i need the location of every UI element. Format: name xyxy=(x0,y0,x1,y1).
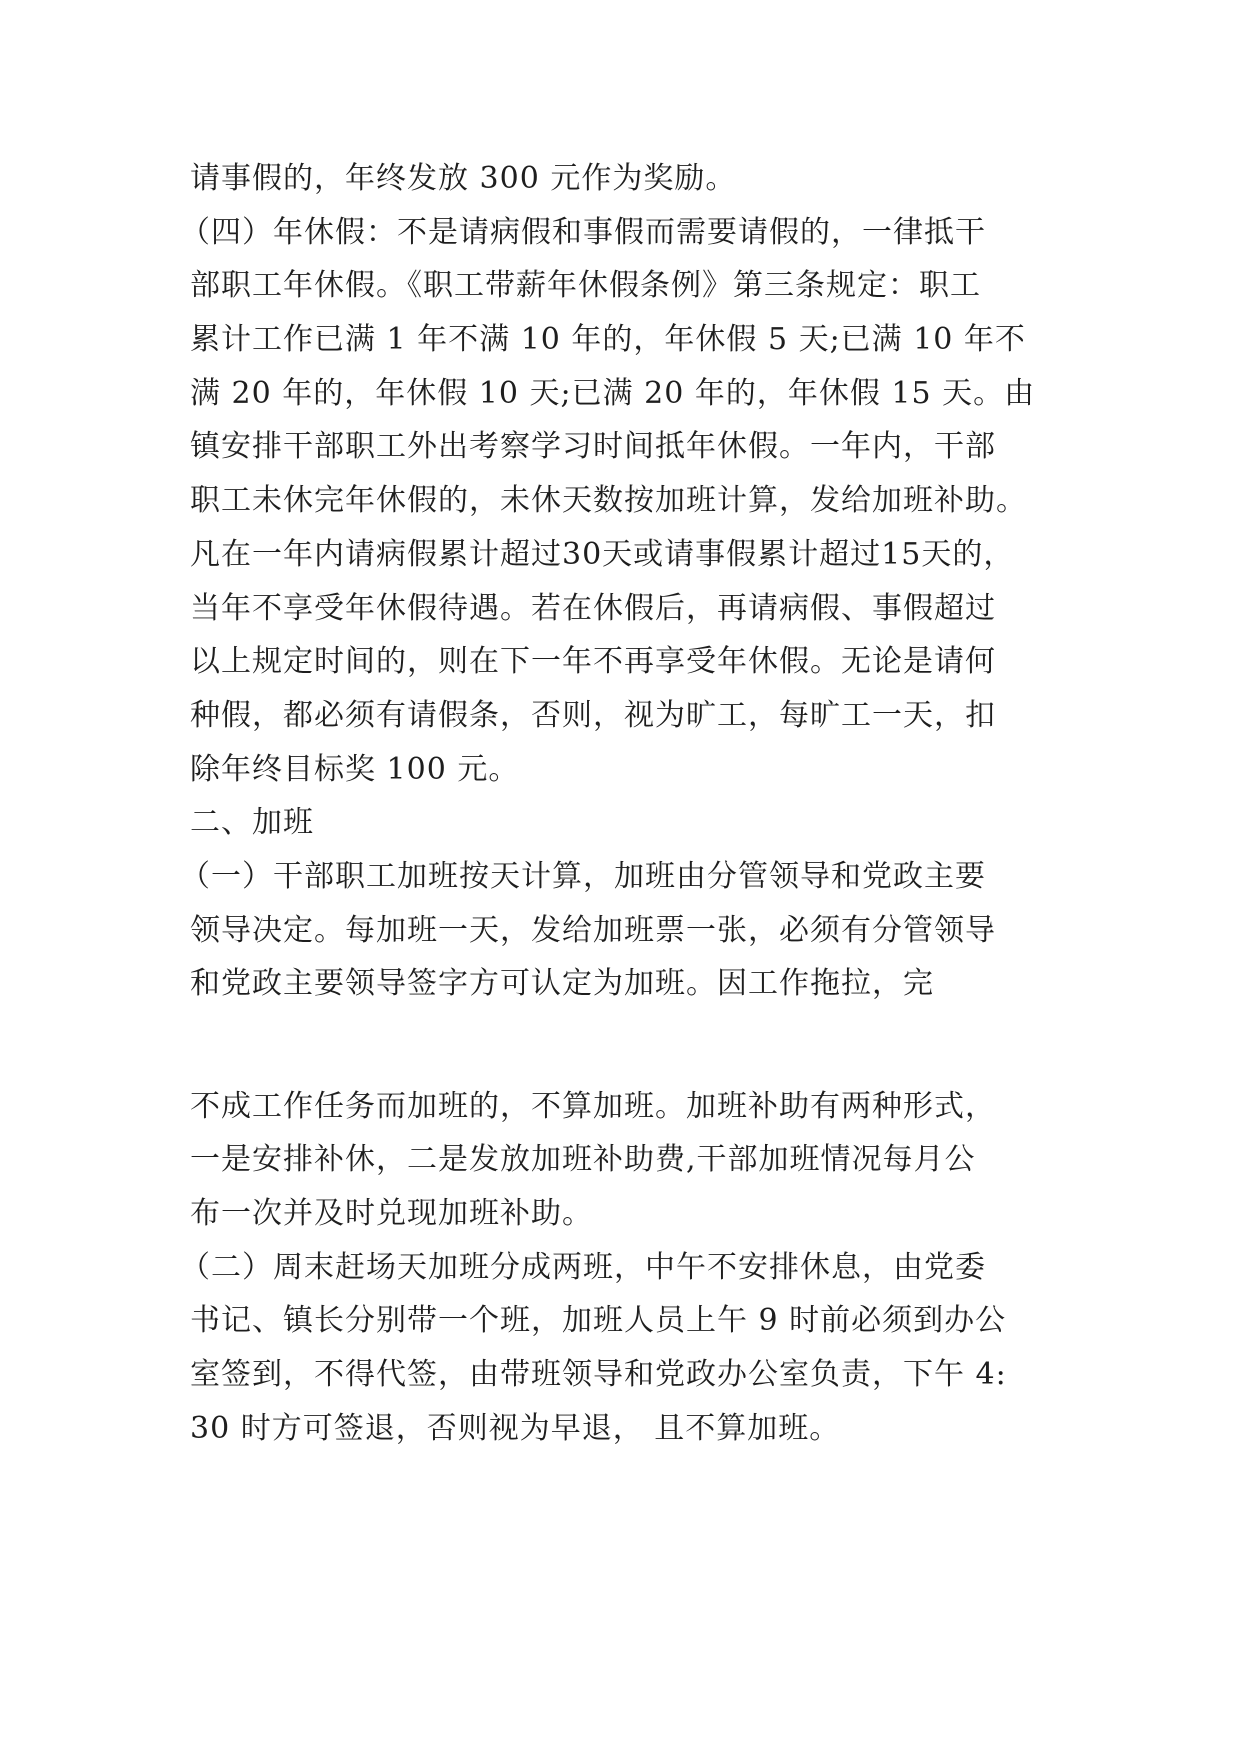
text-line: 当年不享受年休假待遇。若在休假后，再请病假、事假超过 xyxy=(190,591,996,626)
text-line: 部职工年休假。《职工带薪年休假条例》第三条规定：职工 xyxy=(190,268,981,303)
text-line: 职工未休完年休假的，未休天数按加班计算，发给加班补助。 xyxy=(190,483,1027,518)
text-line: 室签到，不得代签，由带班领导和党政办公室负责，下午 4: xyxy=(190,1357,1007,1392)
text-line: 领导决定。每加班一天，发给加班票一张，必须有分管领导 xyxy=(190,913,996,948)
text-line: 满 20 年的，年休假 10 天;已满 20 年的，年休假 15 天。由 xyxy=(190,376,1036,411)
text-line: 一是安排补休，二是发放加班补助费,干部加班情况每月公 xyxy=(190,1142,976,1177)
text-line: （一）干部职工加班按天计算，加班由分管领导和党政主要 xyxy=(180,859,986,894)
text-line: 请事假的，年终发放 300 元作为奖励。 xyxy=(190,161,737,196)
text-line: 和党政主要领导签字方可认定为加班。因工作拖拉，完 xyxy=(190,966,934,1001)
text-line: （二）周末赶场天加班分成两班，中午不安排休息，由党委 xyxy=(180,1250,986,1285)
section-heading: 二、加班 xyxy=(190,805,314,840)
text-line: 镇安排干部职工外出考察学习时间抵年休假。一年内，干部 xyxy=(190,429,996,464)
text-line: 不成工作任务而加班的，不算加班。加班补助有两种形式， xyxy=(190,1089,996,1124)
text-line: 凡在一年内请病假累计超过30天或请事假累计超过15天的， xyxy=(190,537,1015,572)
text-line: （四）年休假：不是请病假和事假而需要请假的，一律抵干 xyxy=(180,215,986,250)
text-line: 书记、镇长分别带一个班，加班人员上午 9 时前必须到办公 xyxy=(190,1303,1007,1338)
text-line: 以上规定时间的，则在下一年不再享受年休假。无论是请何 xyxy=(190,644,996,679)
text-line: 除年终目标奖 100 元。 xyxy=(190,752,520,787)
text-line: 累计工作已满 1 年不满 10 年的，年休假 5 天;已满 10 年不 xyxy=(190,322,1026,357)
text-line: 种假，都必须有请假条，否则，视为旷工，每旷工一天，扣 xyxy=(190,698,996,733)
text-line: 30 时方可签退，否则视为早退， 且不算加班。 xyxy=(190,1411,841,1446)
text-line: 布一次并及时兑现加班补助。 xyxy=(190,1196,593,1231)
